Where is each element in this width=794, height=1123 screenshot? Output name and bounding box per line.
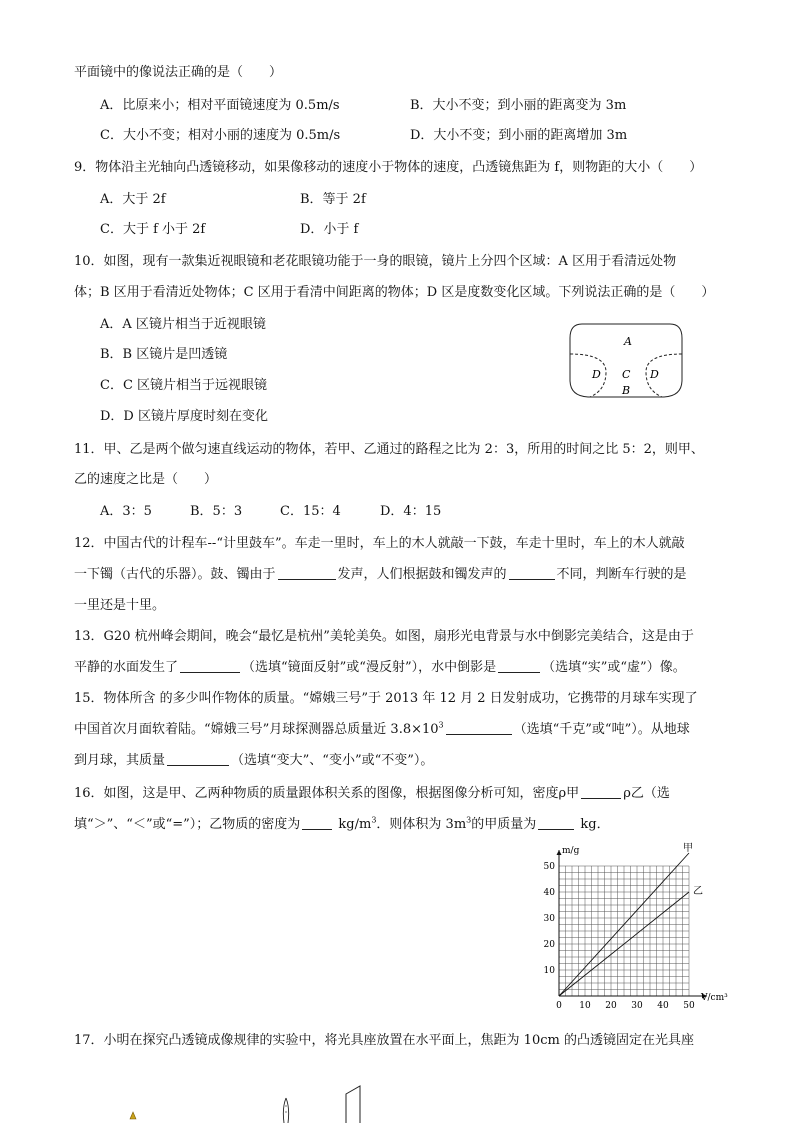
q15-line1: 15．物体所含 的多少叫作物体的质量。“嫦娥三号”于 2013 年 12 月 2 日发射成功，它携带的月球车实现了 [74,691,698,706]
q9-option-d: D．小于 f [300,222,359,237]
q12-text-c: 不同，判断车行驶的是 [556,567,687,582]
q15-line2 [74,720,690,740]
mass-volume-chart [528,836,738,1016]
chart-series-label-jia: 甲 [683,843,693,854]
lens-holder-figure-fragment [280,1096,292,1123]
q16-text-d: ．则体积为 3m [376,817,467,832]
q15-text-c: 到月球，其质量 [74,753,166,768]
chart-series-label-yi: 乙 [693,886,703,897]
chart-y-axis-arrow [557,850,562,855]
q10-stem-line2: 体；B 区用于看清近处物体；C 区用于看清中间距离的物体；D 区是度数变化区域。下列说法正确的是（ ） [74,285,715,300]
q8-option-d: D．大小不变；到小丽的距离增加 3m [410,128,628,143]
lens-label-c: C [622,368,631,381]
q15-text-b: （选填“千克”或“吨”）。从地球 [513,722,690,737]
chart-x-axis-label: V/cm³ [701,993,728,1003]
q16-blank-2[interactable] [302,815,332,830]
lens-label-b: B [622,384,631,397]
q9-option-a: A．大于 2f [100,192,166,207]
q11-option-a: A．3：5 [100,504,152,519]
chart-x-tick-label: 40 [657,1001,669,1011]
q11-option-b: B．5：3 [190,504,243,519]
q16-unit-exponent: 3 [371,815,377,825]
q16-text-c: 填“＞”、“＜”或“=”）；乙物质的密度为 [74,817,301,832]
chart-x-tick-label: 10 [579,1001,591,1011]
q12-blank-1[interactable] [278,565,336,580]
chart-y-tick-label: 10 [543,966,555,976]
q15-text-d: （选填“变大”、“变小”或“不变”）。 [231,753,434,768]
q16-line1 [74,784,670,804]
q15-text-a: 中国首次月面软着陆。“嫦娥三号”月球探测器总质量近 3.8×10 [74,722,439,737]
q16-unit: kg/m [338,817,372,832]
q16-text-a: 16．如图，这是甲、乙两种物质的质量跟体积关系的图像，根据图像分析可知，密度ρ甲 [74,786,580,801]
q8-option-b: B．大小不变；到小丽的距离变为 3m [410,98,627,113]
lens-diagram [566,318,686,402]
q16-line2 [74,815,610,835]
q10-stem-line1: 10．如图，现有一款集近视眼镜和老花眼镜功能于一身的眼镜，镜片上分四个区域：A 区用于看清远处物 [74,254,677,269]
q11-stem-line1: 11．甲、乙是两个做匀速直线运动的物体，若甲、乙通过的路程之比为 2：3，所用的时间之比 5：2，则甲、 [74,442,704,457]
q9-option-b: B．等于 2f [300,192,366,207]
q12-blank-2[interactable] [509,565,555,580]
q11-stem-line2: 乙的速度之比是（ ） [74,472,218,487]
q11-option-c: C．15：4 [280,504,341,519]
q15-exponent: 3 [438,720,444,730]
chart-x-tick-label: 50 [683,1001,695,1011]
candle-figure-fragment [126,1110,140,1123]
chart-x-tick-label: 0 [556,1001,562,1011]
screen-figure-fragment [340,1084,366,1123]
lens-label-d-left: D [592,368,601,381]
q15-blank-2[interactable] [167,751,229,766]
q16-text-e: 的甲质量为 [471,817,537,832]
q17-line1: 17．小明在探究凸透镜成像规律的实验中，将光具座放置在水平面上，焦距为 10cm 的凸透镜固定在光具座 [74,1033,694,1048]
q15-blank-1[interactable] [446,720,512,735]
q8-option-a: A．比原来小；相对平面镜速度为 0.5m/s [100,98,340,113]
lens-label-a: A [624,335,632,348]
q9-stem: 9．物体沿主光轴向凸透镜移动，如果像移动的速度小于物体的速度，凸透镜焦距为 f，则物距的大小（ ） [74,160,703,175]
q8-stem: 平面镜中的像说法正确的是（ ） [74,65,283,80]
q13-line1: 13．G20 杭州峰会期间，晚会“最忆是杭州”美轮美奂。如图，扇形光电背景与水中倒影完美结合，这是由于 [74,629,694,644]
q10-option-c: C．C 区镜片相当于远视眼镜 [100,378,268,393]
q16-text-b: ρ乙（选 [623,786,670,801]
chart-y-tick-label: 50 [543,862,555,872]
q12-text-b: 发声，人们根据鼓和镯发声的 [337,567,507,582]
q12-line2 [74,565,687,585]
q16-text-f: kg． [580,817,610,832]
chart-y-tick-label: 20 [543,940,555,950]
q13-blank-2[interactable] [498,658,540,673]
q13-line2 [74,658,686,678]
chart-x-tick-label: 30 [631,1001,643,1011]
chart-y-axis-label: m/g [562,846,580,856]
q16-blank-1[interactable] [581,784,621,799]
lens-label-d-right: D [650,368,659,381]
q12-line1: 12．中国古代的计程车--“计里鼓车”。车走一里时，车上的木人就敲一下鼓，车走十里时，车上的木人就敲 [74,536,685,551]
q10-option-b: B．B 区镜片是凹透镜 [100,347,228,362]
q13-blank-1[interactable] [180,658,240,673]
q10-option-a: A．A 区镜片相当于近视眼镜 [100,317,266,332]
chart-x-tick-label: 20 [605,1001,617,1011]
chart-y-tick-label: 40 [543,888,555,898]
q8-option-c: C．大小不变；相对小丽的速度为 0.5m/s [100,128,341,143]
q13-text-a: 平静的水面发生了 [74,660,179,675]
q11-option-d: D．4：15 [380,504,442,519]
q16-volume-exponent: 3 [466,815,472,825]
q12-line3: 一里还是十里。 [74,598,166,613]
q12-text-a: 一下镯（古代的乐器）。鼓、镯由于 [74,567,276,582]
q15-line3 [74,751,433,771]
q16-blank-3[interactable] [538,815,574,830]
q10-option-d: D．D 区镜片厚度时刻在变化 [100,409,268,424]
q13-text-c: （选填“实”或“虚”）像。 [542,660,686,675]
q9-option-c: C．大于 f 小于 2f [100,222,206,237]
q13-text-b: （选填“镜面反射”或“漫反射”），水中倒影是 [242,660,497,675]
chart-y-tick-label: 30 [543,914,555,924]
